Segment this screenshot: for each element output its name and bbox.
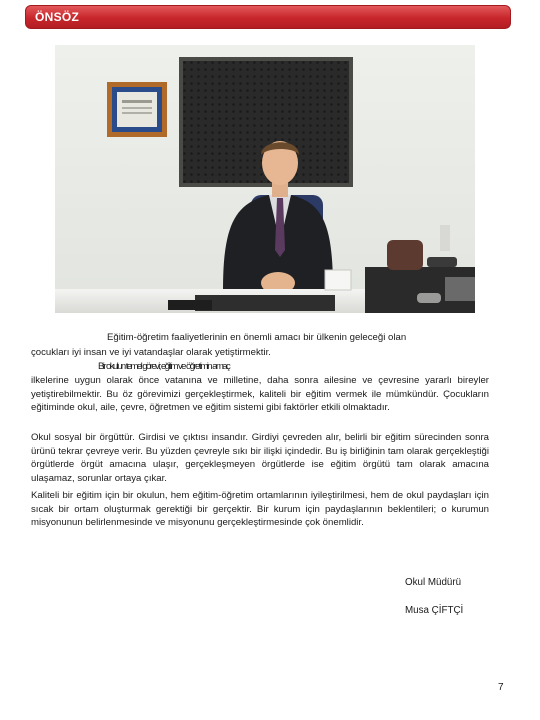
- page-number: 7: [498, 682, 504, 693]
- section-title: ÖNSÖZ: [35, 10, 80, 24]
- paragraph-intro-line-1: Eğitim-öğretim faaliyetlerinin en önemli amacı bir ülkenin geleceği olan: [107, 332, 407, 343]
- paragraph-1: ilkelerine uygun olarak önce vatanına ve milletine, daha sonra ailesine ve çevresine yararlı bireyler yetiştirebilmektir. Bu öz görevimizi gerçekleştirmek, kaliteli bir eğitim vermek ile mümkündür. Çocukların eğitiminde okul, aile, çevre, öğretmen ve eğitim sistemi gibi faktörler etkili olmaktadır.: [31, 375, 489, 414]
- signature-name: Musa ÇİFTÇİ: [405, 605, 464, 616]
- principal-photo: [55, 45, 475, 313]
- principal-portrait-photo: [55, 45, 475, 313]
- paragraph-intro-line-2: çocukları iyi insan ve iyi vatandaşlar olarak yetiştirmektir.: [31, 347, 271, 358]
- signature-role: Okul Müdürü: [405, 577, 462, 588]
- paragraph-3: Kaliteli bir eğitim için bir okulun, hem eğitim-öğretim ortamlarının iyileştirilmesi, hem de okul paydaşları için sıcak bir ortam oluşturmak gerektiği bir gerçektir. Bir kurum için paydaşlarının beklentileri; o kurumun misyonunun belirlenmesinde ve misyonunu gerçekleştirmesinde çok önemlidir.: [31, 490, 489, 529]
- paragraph-intro-line-3: Bir okulun temel görevi; eğitim ve öğretimin amaç: [98, 361, 230, 372]
- paragraph-2: Okul sosyal bir örgüttür. Girdisi ve çıktısı insandır. Girdiyi çevreden alır, belirli bir eğitim sürecinden sonra ürünü tekrar çevreye verir. Bu yüzden çevreyle sıkı bir ilişki içindedir. Bu iş birliğinin tam olarak gerçekleştiği örgütlerde örgüt amacına ulaşır, gerçekleşmeyen örgütlerde ise eğitim örgütü tam olarak amacına ulaşamaz, sorunlar ortaya çıkar.: [31, 432, 489, 484]
- section-header-bar: [25, 5, 511, 29]
